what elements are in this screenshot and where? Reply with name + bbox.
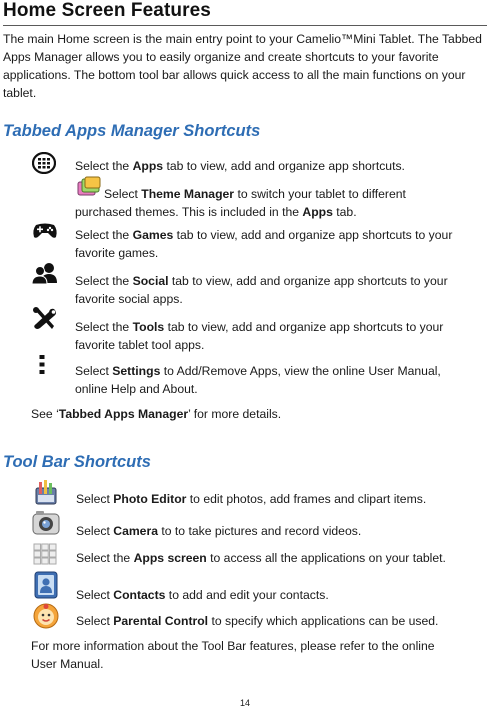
tools-tab-text: Select the Tools tab to view, add and organize app shortcuts to your xyxy=(75,320,444,334)
theme-manager-icon xyxy=(76,176,102,198)
theme-manager-text: Select Theme Manager to switch your tablet to different xyxy=(104,187,406,201)
settings-text: Select Settings to Add/Remove Apps, view the online User Manual, xyxy=(75,364,441,378)
apps-screen-text: Select the Apps screen to access all the applications on your tablet. xyxy=(76,551,446,565)
page-number: 14 xyxy=(239,698,250,708)
tools-icon xyxy=(32,307,58,331)
games-tab-text-line2: favorite games. xyxy=(75,246,159,260)
social-tab-text: Select the Social tab to view, add and organize app shortcuts to your xyxy=(75,274,448,288)
section-heading-tool-bar: Tool Bar Shortcuts xyxy=(3,453,151,471)
contacts-icon xyxy=(33,571,59,599)
settings-dots-icon xyxy=(38,354,46,376)
camera-text: Select Camera to to take pictures and record videos. xyxy=(76,524,362,538)
see-tabbed-apps-manager-text: See ‘Tabbed Apps Manager’ for more details. xyxy=(31,407,282,421)
theme-manager-text-line2: purchased themes. This is included in the Apps tab. xyxy=(75,205,357,219)
photo-editor-text: Select Photo Editor to edit photos, add frames and clipart items. xyxy=(76,492,427,506)
parental-control-icon xyxy=(33,603,59,629)
apps-tab-text: Select the Apps tab to view, add and organize app shortcuts. xyxy=(75,159,405,173)
games-tab-text: Select the Games tab to view, add and organize app shortcuts to your xyxy=(75,228,453,242)
social-tab-text-line2: favorite social apps. xyxy=(75,292,183,306)
tools-tab-text-line2: favorite tablet tool apps. xyxy=(75,338,205,352)
more-info-text: For more information about the Tool Bar features, please refer to the online xyxy=(31,639,435,653)
gamepad-icon xyxy=(32,222,58,240)
camera-icon xyxy=(32,510,60,536)
title-divider xyxy=(3,25,487,26)
social-people-icon xyxy=(32,262,58,284)
apps-grid-icon xyxy=(32,152,56,174)
page-title: Home Screen Features xyxy=(3,0,211,21)
section-heading-tabbed-apps: Tabbed Apps Manager Shortcuts xyxy=(3,122,261,140)
settings-text-line2: online Help and About. xyxy=(75,382,198,396)
photo-editor-icon xyxy=(32,478,60,506)
apps-screen-icon xyxy=(33,543,57,565)
more-info-text-line2: User Manual. xyxy=(31,657,104,671)
parental-control-text: Select Parental Control to specify which applications can be used. xyxy=(76,614,439,628)
intro-paragraph: The main Home screen is the main entry point to your Camelio™Mini Tablet. The Tabbed Apps Manager allows you to easily organize and create shortcuts to your favorite applications. The bottom tool bar allows quick access to all the main functions on your tablet. xyxy=(3,32,482,100)
contacts-text: Select Contacts to add and edit your contacts. xyxy=(76,588,329,602)
